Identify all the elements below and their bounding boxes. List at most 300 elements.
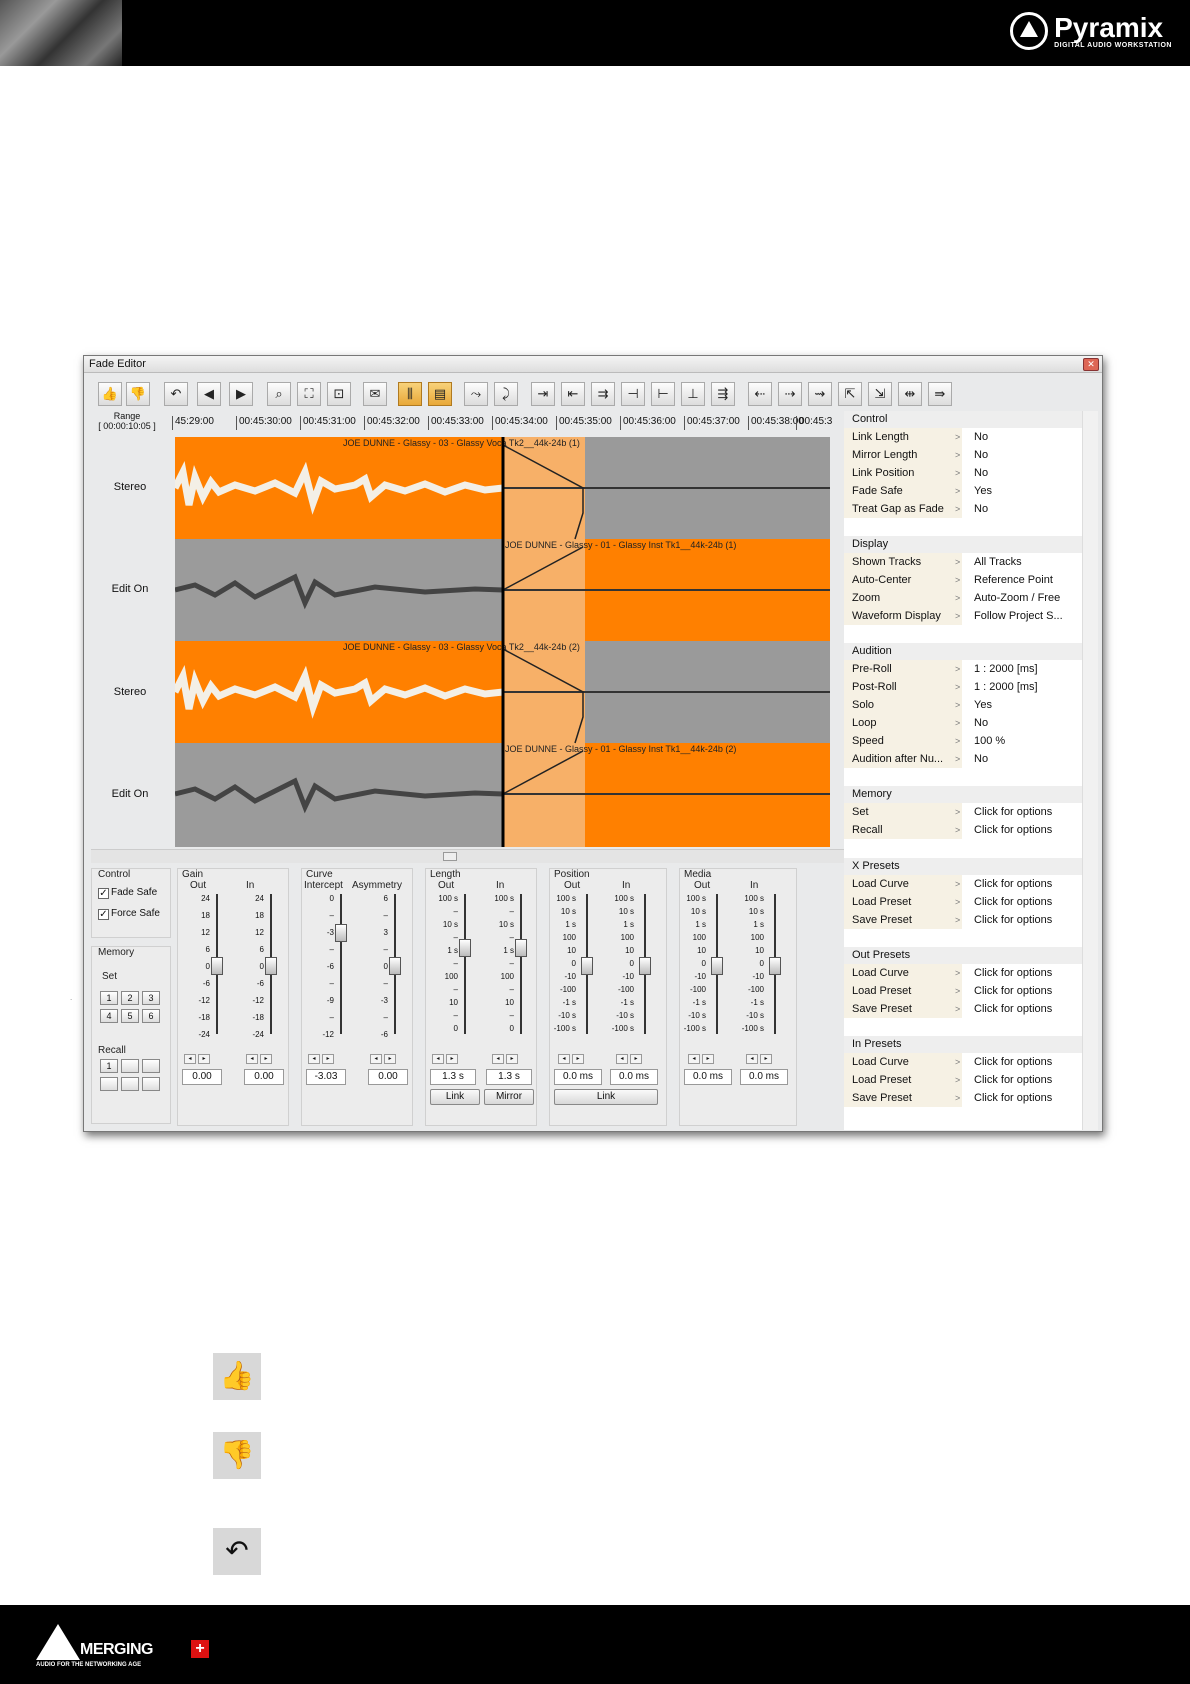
curve-asymmetry-knob[interactable] (389, 957, 401, 975)
zoom-icon[interactable]: ⌕ (267, 382, 291, 406)
gain-group (177, 868, 289, 1126)
expand-arrow-icon: > (955, 807, 961, 817)
gain-out-label: Out (190, 880, 207, 891)
media-in-value[interactable]: 0.0 ms (740, 1069, 788, 1085)
range-value: [ 00:00:10:05 ] (98, 421, 156, 431)
scale-mark: 0 (205, 962, 210, 971)
prop-key: Auto-Center (844, 571, 962, 589)
force-safe-checkbox[interactable]: ✓ Force Safe (99, 908, 160, 920)
table-view-icon[interactable]: ▤ (428, 382, 452, 406)
position-in-value[interactable]: 0.0 ms (610, 1069, 658, 1085)
prop-section-title: Control (844, 411, 1082, 428)
increment-icon[interactable]: ▸ (260, 1054, 272, 1064)
increment-icon[interactable]: ▸ (446, 1054, 458, 1064)
prop-value: Click for options (974, 878, 1053, 890)
track-name[interactable]: Stereo (113, 686, 147, 698)
move-out-icon[interactable]: ⇥ (531, 382, 555, 406)
prop-key: Waveform Display (844, 607, 962, 625)
pyramix-logo-icon (1010, 12, 1048, 50)
media-out-scale (676, 894, 706, 1033)
scale-mark: – (453, 933, 458, 942)
scale-mark: 3 (383, 928, 388, 937)
scale-mark: – (383, 911, 388, 920)
scale-mark: – (329, 1013, 334, 1022)
scale-mark: 0 (383, 962, 388, 971)
gain-in-knob[interactable] (265, 957, 277, 975)
scale-mark: 18 (201, 911, 210, 920)
prop-row[interactable] (844, 678, 1082, 696)
curve-asymmetry-value[interactable]: 0.00 (368, 1069, 408, 1085)
prop-value: 1 : 2000 [ms] (974, 663, 1038, 675)
scale-mark: – (329, 911, 334, 920)
scale-mark: -3 (326, 928, 334, 937)
scale-mark: 0 (701, 959, 706, 968)
expand-arrow-icon: > (955, 897, 961, 907)
shift-both-icon[interactable]: ⇉ (591, 382, 615, 406)
curve-intercept-value[interactable]: -3.03 (306, 1069, 346, 1085)
memory-recall-button[interactable] (121, 1059, 139, 1073)
zoom-fit-icon[interactable]: ⛶ (297, 382, 321, 406)
prop-section-title: X Presets (844, 858, 1082, 875)
gain-out-knob[interactable] (211, 957, 223, 975)
expand-arrow-icon: > (955, 557, 961, 567)
prop-row[interactable] (844, 464, 1082, 482)
expand-arrow-icon: > (955, 682, 961, 692)
expand-arrow-icon: > (955, 432, 961, 442)
scale-mark: 10 s (748, 907, 764, 916)
memory-set-button[interactable]: 6 (142, 1009, 160, 1023)
clip-label: JOE DUNNE - Glassy - 01 - Glassy Inst Tk1__44k-24b (2) (505, 744, 737, 754)
increment-icon[interactable]: ▸ (760, 1054, 772, 1064)
scale-mark: -100 (559, 985, 576, 994)
prop-value: Yes (974, 699, 992, 711)
move-in-icon[interactable]: ⇤ (561, 382, 585, 406)
scale-mark: -100 s (611, 1024, 634, 1033)
scale-mark: 0 (329, 894, 334, 903)
memory-recall-button[interactable]: 1 (100, 1059, 118, 1073)
scroll-thumb[interactable] (443, 852, 457, 861)
scale-mark: 0 (509, 1024, 514, 1033)
scale-mark: 10 s (442, 920, 458, 929)
memory-recall-button[interactable] (142, 1077, 160, 1091)
prop-value: Click for options (974, 806, 1053, 818)
prop-row[interactable] (844, 911, 1082, 929)
prop-value: Click for options (974, 1003, 1053, 1015)
scale-mark: 100 s (686, 894, 706, 903)
fade-curves (503, 445, 583, 794)
scale-mark: 10 s (618, 907, 634, 916)
prop-section-title: Out Presets (844, 947, 1082, 964)
length-out-scale (422, 894, 458, 1033)
scale-mark: 10 s (498, 920, 514, 929)
ruler-tick: 00:45:33:00 (428, 416, 484, 430)
scale-mark: 1 s (695, 920, 706, 929)
prop-key: Load Curve (844, 875, 962, 893)
prop-key: Treat Gap as Fade (844, 500, 962, 518)
expand-arrow-icon: > (955, 700, 961, 710)
decrement-icon[interactable]: ◂ (246, 1054, 258, 1064)
prop-value: Follow Project S... (974, 610, 1063, 622)
prop-row[interactable] (844, 803, 1082, 821)
prop-row[interactable] (844, 482, 1082, 500)
fade-safe-label: Fade Safe (111, 887, 158, 898)
scale-mark: 10 (505, 998, 514, 1007)
position-in-scale (604, 894, 634, 1033)
scale-mark: 10 (449, 998, 458, 1007)
curve-asymmetry-scale (352, 894, 388, 1039)
nudge-left-icon[interactable]: ⇠ (748, 382, 772, 406)
media-out-knob[interactable] (711, 957, 723, 975)
length-in-label: In (496, 880, 505, 891)
prop-row[interactable] (844, 750, 1082, 768)
range-display (92, 411, 162, 431)
scale-mark: -100 (617, 985, 634, 994)
fade-editor-window (83, 355, 1103, 1132)
scale-mark: -10 s (616, 1011, 634, 1020)
prop-value: Auto-Zoom / Free (974, 592, 1061, 604)
memory-set-button[interactable]: 2 (121, 991, 139, 1005)
prop-row[interactable] (844, 446, 1082, 464)
ruler-tick: 45:29:00 (172, 416, 214, 430)
scale-mark: 12 (201, 928, 210, 937)
prop-value: 100 % (974, 735, 1006, 747)
increment-icon[interactable]: ▸ (702, 1054, 714, 1064)
expand-arrow-icon: > (955, 718, 961, 728)
memory-recall-button[interactable] (100, 1077, 118, 1091)
control-title: Control (98, 869, 131, 880)
control-group (91, 868, 171, 938)
increment-icon[interactable]: ▸ (506, 1054, 518, 1064)
prop-row[interactable] (844, 982, 1082, 1000)
prop-row[interactable] (844, 571, 1082, 589)
expand-arrow-icon: > (955, 915, 961, 925)
scale-mark: 100 (692, 933, 706, 942)
previous-icon[interactable]: ◀ (197, 382, 221, 406)
curve-title: Curve (306, 869, 333, 880)
prop-key: Save Preset (844, 1000, 962, 1018)
ruler-tick: 00:45:31:00 (300, 416, 356, 430)
close-button[interactable]: ✕ (1083, 358, 1099, 371)
length-mirror-button[interactable]: Mirror (484, 1089, 534, 1105)
expand-arrow-icon: > (955, 593, 961, 603)
prop-key: Loop (844, 714, 962, 732)
align-icon[interactable]: ⇶ (711, 382, 735, 406)
prop-section-title: In Presets (844, 1036, 1082, 1053)
decrement-icon[interactable]: ◂ (432, 1054, 444, 1064)
scale-mark: -12 (322, 1030, 334, 1039)
increment-icon[interactable]: ▸ (572, 1054, 584, 1064)
media-out-label: Out (694, 880, 711, 891)
nudge-right-icon[interactable]: ⇢ (778, 382, 802, 406)
prop-value: Click for options (974, 914, 1053, 926)
expand-arrow-icon: > (955, 879, 961, 889)
clip-label: JOE DUNNE - Glassy - 01 - Glassy Inst Tk1__44k-24b (1) (505, 540, 737, 550)
prop-value: Click for options (974, 967, 1053, 979)
in-point-icon[interactable]: ⊢ (651, 382, 675, 406)
length-out-slider[interactable] (464, 894, 466, 1034)
curve-intercept-scale (298, 894, 334, 1039)
increment-icon[interactable]: ▸ (322, 1054, 334, 1064)
scale-mark: 0 (759, 959, 764, 968)
scale-mark: 100 s (744, 894, 764, 903)
prop-value: Click for options (974, 1056, 1053, 1068)
force-safe-label: Force Safe (111, 908, 160, 919)
scale-mark: -18 (198, 1013, 210, 1022)
prop-row[interactable] (844, 875, 1082, 893)
prop-key: Shown Tracks (844, 553, 962, 571)
ruler-tick: 00:45:35:00 (556, 416, 612, 430)
trim-end-icon[interactable]: ⇲ (868, 382, 892, 406)
page-header (0, 0, 1190, 66)
position-out-label: Out (564, 880, 581, 891)
scale-mark: 100 (444, 972, 458, 981)
memory-recall-button[interactable] (121, 1077, 139, 1091)
scale-mark: 24 (255, 894, 264, 903)
scale-mark: 1 s (565, 920, 576, 929)
expand-arrow-icon: > (955, 1057, 961, 1067)
scale-mark: 12 (255, 928, 264, 937)
properties-scrollbar[interactable] (1082, 411, 1098, 1130)
memory-set-label: Set (102, 971, 118, 982)
tracks-area[interactable] (175, 437, 830, 847)
decrement-icon[interactable]: ◂ (558, 1054, 570, 1064)
zoom-selection-icon[interactable]: ⊡ (327, 382, 351, 406)
length-in-slider[interactable] (520, 894, 522, 1034)
gain-out-value[interactable]: 0.00 (182, 1069, 222, 1085)
media-in-knob[interactable] (769, 957, 781, 975)
snap-icon[interactable]: ⇝ (808, 382, 832, 406)
length-in-value[interactable]: 1.3 s (486, 1069, 532, 1085)
stray-mark: . (70, 993, 73, 1002)
scale-mark: 100 (562, 933, 576, 942)
length-in-scale (478, 894, 514, 1033)
prop-row[interactable] (844, 1071, 1082, 1089)
prop-row[interactable] (844, 1000, 1082, 1018)
scale-mark: -1 s (750, 998, 764, 1007)
decrement-icon[interactable]: ◂ (492, 1054, 504, 1064)
prop-row[interactable] (844, 589, 1082, 607)
scale-mark: -100 (747, 985, 764, 994)
scale-mark: -10 (694, 972, 706, 981)
scale-mark: 10 (755, 946, 764, 955)
decrement-icon[interactable]: ◂ (688, 1054, 700, 1064)
range-label: Range (113, 411, 141, 421)
prop-row[interactable] (844, 1053, 1082, 1071)
prop-key: Zoom (844, 589, 962, 607)
thumbs-down-icon: 👎 (213, 1432, 261, 1479)
gain-in-scale (228, 894, 264, 1039)
increment-icon[interactable]: ▸ (198, 1054, 210, 1064)
memory-group (91, 946, 171, 1124)
prop-key: Audition after Nu... (844, 750, 962, 768)
ruler-tick: 00:45:32:00 (364, 416, 420, 430)
memory-set-button[interactable]: 5 (121, 1009, 139, 1023)
memory-recall-label: Recall (98, 1045, 126, 1056)
gain-out-scale (174, 894, 210, 1039)
next-icon[interactable]: ▶ (229, 382, 253, 406)
prop-row[interactable] (844, 500, 1082, 518)
track-name[interactable]: Stereo (113, 481, 147, 493)
prop-row[interactable] (844, 428, 1082, 446)
scale-mark: 24 (201, 894, 210, 903)
ruler-tick: 00:45:36:00 (620, 416, 676, 430)
expand-arrow-icon: > (955, 450, 961, 460)
out-point-icon[interactable]: ⊣ (621, 382, 645, 406)
scale-mark: -3 (380, 996, 388, 1005)
position-title: Position (554, 869, 590, 880)
decrement-icon[interactable]: ◂ (746, 1054, 758, 1064)
decrement-icon[interactable]: ◂ (616, 1054, 628, 1064)
page-footer (0, 1605, 1190, 1684)
expand-arrow-icon: > (955, 664, 961, 674)
ruler-tick: 00:45:38:00 (748, 416, 804, 430)
scale-mark: – (383, 945, 388, 954)
prop-row[interactable] (844, 696, 1082, 714)
scale-mark: -10 s (688, 1011, 706, 1020)
expand-arrow-icon: > (955, 736, 961, 746)
scale-mark: 100 s (438, 894, 458, 903)
fade-safe-checkbox[interactable]: ✓ Fade Safe (99, 887, 158, 899)
prop-value: No (974, 467, 989, 479)
position-in-knob[interactable] (639, 957, 651, 975)
scale-mark: -100 s (683, 1024, 706, 1033)
prop-row[interactable] (844, 1089, 1082, 1107)
scale-mark: -100 s (553, 1024, 576, 1033)
prop-key: Mirror Length (844, 446, 962, 464)
increment-icon[interactable]: ▸ (384, 1054, 396, 1064)
expand-arrow-icon: > (955, 1093, 961, 1103)
thumbs-down-icon[interactable]: 👎 (126, 382, 150, 406)
trim-both-icon[interactable]: ⇹ (898, 382, 922, 406)
prop-row[interactable] (844, 660, 1082, 678)
scale-mark: 100 s (614, 894, 634, 903)
scale-mark: 100 (750, 933, 764, 942)
prop-key: Fade Safe (844, 482, 962, 500)
envelope-icon[interactable]: ✉ (363, 382, 387, 406)
prop-key: Post-Roll (844, 678, 962, 696)
length-out-knob[interactable] (459, 939, 471, 957)
extend-icon[interactable]: ⇛ (928, 382, 952, 406)
fade-shape-b-icon[interactable]: ⤸ (494, 382, 518, 406)
scale-mark: -1 s (692, 998, 706, 1007)
header-photo (0, 0, 122, 66)
merging-name: MERGING (80, 1641, 153, 1658)
prop-row[interactable] (844, 821, 1082, 839)
memory-set-button[interactable]: 4 (100, 1009, 118, 1023)
swiss-cross-icon: + (191, 1640, 209, 1658)
memory-set-button[interactable]: 3 (142, 991, 160, 1005)
scale-mark: -12 (252, 996, 264, 1005)
scale-mark: 18 (255, 911, 264, 920)
ruler-tick: 00:45:3 (796, 416, 836, 430)
media-in-scale (734, 894, 764, 1033)
scale-mark: 1 s (447, 946, 458, 955)
length-title: Length (430, 869, 461, 880)
expand-arrow-icon: > (955, 1075, 961, 1085)
scale-mark: 0 (629, 959, 634, 968)
scale-mark: 1 s (503, 946, 514, 955)
position-out-knob[interactable] (581, 957, 593, 975)
length-link-button[interactable]: Link (430, 1089, 480, 1105)
track-name[interactable]: Edit On (111, 583, 149, 595)
scale-mark: -10 s (558, 1011, 576, 1020)
scale-mark: -6 (256, 979, 264, 988)
position-link-button[interactable]: Link (554, 1089, 658, 1105)
scale-mark: – (383, 979, 388, 988)
trim-start-icon[interactable]: ⇱ (838, 382, 862, 406)
decrement-icon[interactable]: ◂ (370, 1054, 382, 1064)
scale-mark: -10 (752, 972, 764, 981)
expand-arrow-icon: > (955, 968, 961, 978)
scale-mark: -24 (252, 1030, 264, 1039)
prop-row[interactable] (844, 893, 1082, 911)
length-in-knob[interactable] (515, 939, 527, 957)
gain-in-value[interactable]: 0.00 (244, 1069, 284, 1085)
prop-value: Click for options (974, 1074, 1053, 1086)
memory-set-button[interactable]: 1 (100, 991, 118, 1005)
decrement-icon[interactable]: ◂ (308, 1054, 320, 1064)
mixer-view-icon[interactable]: ⫼ (398, 382, 422, 406)
expand-arrow-icon: > (955, 1004, 961, 1014)
cross-point-icon[interactable]: ⊥ (681, 382, 705, 406)
prop-section-title: Display (844, 536, 1082, 553)
length-out-value[interactable]: 1.3 s (430, 1069, 476, 1085)
merging-logo-icon (36, 1624, 80, 1660)
scale-mark: -10 (622, 972, 634, 981)
prop-key: Speed (844, 732, 962, 750)
prop-value: Yes (974, 485, 992, 497)
curve-intercept-knob[interactable] (335, 924, 347, 942)
undo-icon[interactable]: ↶ (164, 382, 188, 406)
prop-row[interactable] (844, 553, 1082, 571)
prop-row[interactable] (844, 964, 1082, 982)
scale-mark: 100 (500, 972, 514, 981)
prop-row[interactable] (844, 607, 1082, 625)
increment-icon[interactable]: ▸ (630, 1054, 642, 1064)
position-out-value[interactable]: 0.0 ms (554, 1069, 602, 1085)
scale-mark: 6 (259, 945, 264, 954)
scale-mark: – (509, 907, 514, 916)
scale-mark: – (329, 945, 334, 954)
prop-section-title: Memory (844, 786, 1082, 803)
media-title: Media (684, 869, 712, 880)
scale-mark: – (509, 1011, 514, 1020)
media-out-value[interactable]: 0.0 ms (684, 1069, 732, 1085)
track-name[interactable]: Edit On (111, 788, 149, 800)
prop-section-title: Audition (844, 643, 1082, 660)
horizontal-scrollbar[interactable] (91, 849, 914, 863)
decrement-icon[interactable]: ◂ (184, 1054, 196, 1064)
fade-shape-a-icon[interactable]: ⤳ (464, 382, 488, 406)
properties-panel (844, 411, 1098, 1130)
scale-mark: 10 s (560, 907, 576, 916)
prop-value: Click for options (974, 985, 1053, 997)
prop-value: No (974, 753, 989, 765)
scale-mark: – (329, 979, 334, 988)
curve-intercept-slider[interactable] (340, 894, 342, 1034)
prop-row[interactable] (844, 732, 1082, 750)
curve-intercept-label: Intercept (304, 880, 343, 891)
curve-group (301, 868, 413, 1126)
scale-mark: -1 s (562, 998, 576, 1007)
media-in-label: In (750, 880, 759, 891)
prop-key: Link Length (844, 428, 962, 446)
thumbs-up-icon[interactable]: 👍 (98, 382, 122, 406)
memory-recall-button[interactable] (142, 1059, 160, 1073)
prop-row[interactable] (844, 714, 1082, 732)
clip-label: JOE DUNNE - Glassy - 03 - Glassy Voca Tk2__44k-24b (1) (343, 438, 580, 448)
prop-key: Load Curve (844, 964, 962, 982)
